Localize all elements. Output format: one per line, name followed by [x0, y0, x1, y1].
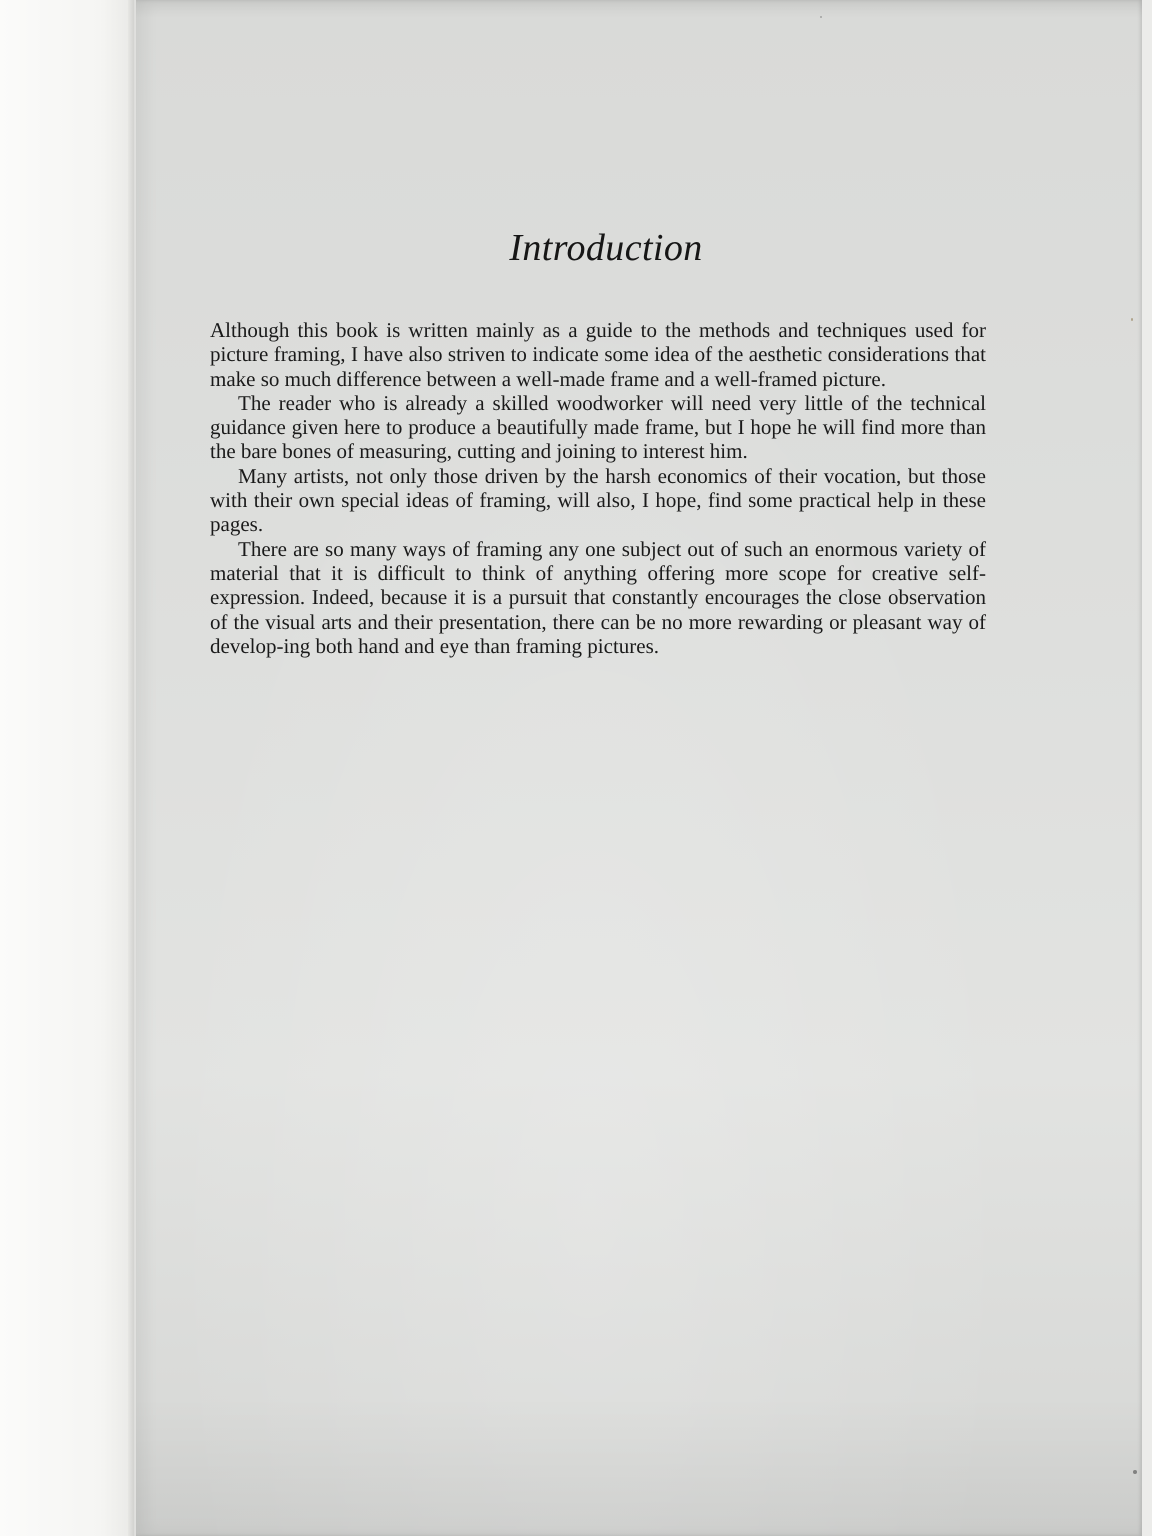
paper-speck [1131, 318, 1133, 321]
paragraph-2: The reader who is already a skilled woodworker will need very little of the technical guidance given here to produce a beautifully made frame, but I hope he will find more than the bare bones of measuring, cutting and joining to interest him. [210, 390, 986, 464]
page-title: Introduction [509, 227, 703, 269]
paragraph-1: Although this book is written mainly as a guide to the methods and techniques used for picture framing, I have also striven to indicate some idea of the aesthetic considerations that make so much difference between a well-made frame and a well-framed picture. [210, 318, 986, 391]
paragraph-3: Many artists, not only those driven by the harsh economics of their vocation, but those with their own special ideas of framing, will also, I hope, find some practical help in these pages. [210, 463, 986, 537]
paper-speck [1133, 1470, 1137, 1474]
paper-speck [820, 16, 822, 18]
paragraph-4: There are so many ways of framing any one subject out of such an enormous variety of material that it is difficult to think of anything offering more scope for creative self-expression. Indeed, because it is a pursuit that constantly encourages the close observation of the visual arts and their presentation, there can be no more rewarding or pleasant way of develop-ing both hand and eye than framing pictures. [210, 536, 986, 658]
introduction-body [210, 318, 986, 658]
book-page [136, 0, 1142, 1536]
page-top-shadow [136, 0, 1142, 18]
page-bottom-shadow [136, 1396, 1142, 1536]
left-page-edge [0, 0, 134, 1536]
